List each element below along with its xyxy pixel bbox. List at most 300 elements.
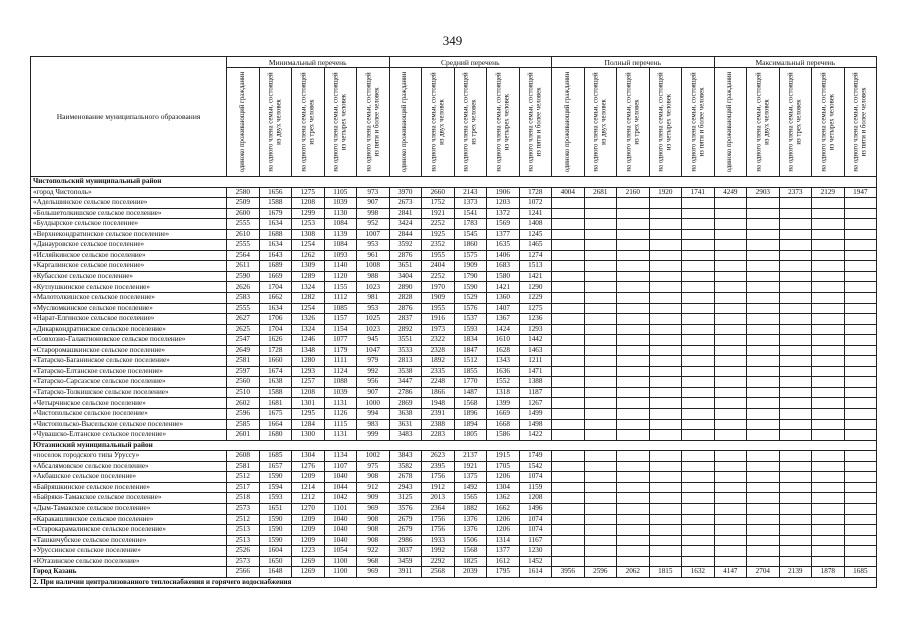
municipality-name: «Совхозно-Галактионовское сельское поселение»	[31, 335, 227, 346]
value-cell	[649, 419, 682, 430]
municipality-name: «Кубасское сельское поселение»	[31, 271, 227, 282]
value-cell: 1360	[487, 293, 520, 304]
value-cell: 1085	[324, 303, 357, 314]
value-cell: 2841	[389, 208, 422, 219]
value-cell: 1241	[519, 208, 552, 219]
value-cell: 2062	[617, 567, 650, 578]
subcolumn-header	[324, 68, 357, 177]
value-cell	[584, 356, 617, 367]
subcolumn-header-label: одиноко проживающий гражданин	[238, 71, 246, 173]
value-cell	[747, 525, 780, 536]
value-cell	[682, 398, 715, 409]
value-cell	[844, 250, 877, 261]
value-cell: 1139	[324, 229, 357, 240]
value-cell: 2585	[227, 419, 260, 430]
value-cell	[552, 229, 585, 240]
value-cell	[812, 493, 845, 504]
value-cell	[682, 356, 715, 367]
value-cell: 1309	[292, 261, 325, 272]
subcolumn-header-label: на одного члена семьи, состоящей из двух человек	[592, 72, 608, 172]
value-cell: 1909	[454, 261, 487, 272]
value-cell: 2581	[227, 461, 260, 472]
municipality-name: «Байряки-Тамакское сельское поселение»	[31, 493, 227, 504]
value-cell: 1878	[812, 567, 845, 578]
value-cell: 1452	[519, 556, 552, 567]
value-cell	[584, 282, 617, 293]
value-cell: 1044	[324, 482, 357, 493]
subcolumn-header-label: одиноко проживающий гражданин	[726, 71, 734, 173]
value-cell	[682, 472, 715, 483]
value-cell: 1042	[324, 493, 357, 504]
value-cell: 1373	[454, 198, 487, 209]
value-cell: 1632	[682, 567, 715, 578]
value-cell	[617, 345, 650, 356]
value-cell	[844, 240, 877, 251]
municipality-name: «Дым-Тамакское сельское поселение»	[31, 503, 227, 514]
value-cell: 1947	[844, 187, 877, 198]
value-cell	[649, 314, 682, 325]
table-row	[31, 271, 877, 282]
value-cell	[649, 377, 682, 388]
value-cell	[812, 219, 845, 230]
value-cell: 1705	[487, 461, 520, 472]
value-cell	[682, 482, 715, 493]
table-row	[31, 345, 877, 356]
value-cell	[584, 324, 617, 335]
value-cell: 1610	[487, 335, 520, 346]
value-cell	[682, 271, 715, 282]
subcolumn-header-label: на одного члена семьи, состоящей из пяти и более человек	[527, 72, 543, 172]
value-cell	[584, 377, 617, 388]
value-cell: 1933	[422, 535, 455, 546]
value-cell	[714, 335, 747, 346]
value-cell	[552, 250, 585, 261]
value-cell	[617, 472, 650, 483]
value-cell: 1662	[487, 503, 520, 514]
value-cell: 1689	[259, 261, 292, 272]
value-cell	[812, 261, 845, 272]
value-cell: 1304	[487, 482, 520, 493]
value-cell: 961	[357, 250, 390, 261]
subcolumn-header	[259, 68, 292, 177]
subcolumn-header-label: на одного члена семьи, состоящей из двух человек	[267, 72, 283, 172]
value-cell: 1955	[422, 303, 455, 314]
value-cell: 1664	[259, 419, 292, 430]
value-cell: 3037	[389, 546, 422, 557]
value-cell	[649, 261, 682, 272]
value-cell: 1568	[454, 546, 487, 557]
value-cell	[649, 282, 682, 293]
value-cell	[649, 198, 682, 209]
value-cell	[584, 208, 617, 219]
value-cell: 2573	[227, 503, 260, 514]
value-cell: 1289	[292, 271, 325, 282]
value-cell: 1506	[454, 535, 487, 546]
subcolumn-header-label: на одного члена семьи, состоящей из трех человек	[462, 72, 478, 172]
value-cell	[844, 419, 877, 430]
value-cell: 1208	[292, 387, 325, 398]
group-header: Средний перечень	[389, 57, 552, 68]
value-cell: 2681	[584, 187, 617, 198]
value-cell	[779, 503, 812, 514]
value-cell: 2518	[227, 493, 260, 504]
value-cell: 1023	[357, 324, 390, 335]
value-cell: 1783	[454, 219, 487, 230]
value-cell: 1275	[292, 187, 325, 198]
subcolumn-header	[812, 68, 845, 177]
value-cell: 1209	[292, 514, 325, 525]
value-cell: 2564	[227, 250, 260, 261]
value-cell: 1290	[519, 282, 552, 293]
value-cell: 1728	[259, 345, 292, 356]
value-cell: 1257	[292, 377, 325, 388]
value-cell	[779, 493, 812, 504]
value-cell: 2391	[422, 409, 455, 420]
value-cell: 1262	[292, 250, 325, 261]
value-cell: 1376	[454, 525, 487, 536]
municipality-name: «Кутлушкинское сельское поселение»	[31, 282, 227, 293]
value-cell	[584, 525, 617, 536]
value-cell: 1706	[259, 314, 292, 325]
value-cell	[584, 546, 617, 557]
value-cell: 2252	[422, 271, 455, 282]
value-cell	[617, 314, 650, 325]
value-cell	[682, 229, 715, 240]
value-cell: 2512	[227, 472, 260, 483]
value-cell	[747, 451, 780, 462]
table-row	[31, 546, 877, 557]
value-cell	[682, 345, 715, 356]
value-cell	[747, 482, 780, 493]
value-cell: 1039	[324, 198, 357, 209]
value-cell: 1575	[454, 250, 487, 261]
value-cell: 2137	[454, 451, 487, 462]
value-cell: 994	[357, 409, 390, 420]
value-cell: 1660	[259, 356, 292, 367]
value-cell: 2786	[389, 387, 422, 398]
value-cell	[844, 461, 877, 472]
value-cell	[779, 240, 812, 251]
value-cell	[649, 398, 682, 409]
value-cell	[779, 556, 812, 567]
value-cell: 1084	[324, 240, 357, 251]
value-cell	[714, 493, 747, 504]
subcolumn-header	[552, 68, 585, 177]
value-cell	[617, 335, 650, 346]
municipality-name: «Чистопольско-Высельское сельское поселение»	[31, 419, 227, 430]
value-cell: 1756	[422, 514, 455, 525]
value-cell	[617, 208, 650, 219]
value-cell: 2608	[227, 451, 260, 462]
subcolumn-header	[844, 68, 877, 177]
value-cell	[617, 293, 650, 304]
value-cell	[714, 525, 747, 536]
value-cell: 2601	[227, 430, 260, 441]
subcolumn-header	[584, 68, 617, 177]
group-header: Минимальный перечень	[227, 57, 390, 68]
value-cell: 1140	[324, 261, 357, 272]
municipality-name: «Исляйкинское сельское поселение»	[31, 250, 227, 261]
value-cell	[552, 303, 585, 314]
value-cell: 3592	[389, 240, 422, 251]
value-cell: 3576	[389, 503, 422, 514]
value-cell: 1650	[259, 556, 292, 567]
subcolumn-header	[389, 68, 422, 177]
value-cell: 1348	[292, 345, 325, 356]
value-cell	[844, 430, 877, 441]
value-cell: 2566	[227, 567, 260, 578]
value-cell: 1626	[259, 335, 292, 346]
value-cell	[649, 356, 682, 367]
value-cell: 1685	[844, 567, 877, 578]
value-cell: 1253	[292, 219, 325, 230]
value-cell: 968	[357, 556, 390, 567]
table-row	[31, 398, 877, 409]
value-cell: 2876	[389, 250, 422, 261]
value-cell	[779, 198, 812, 209]
value-cell: 1568	[454, 398, 487, 409]
value-cell: 1948	[422, 398, 455, 409]
value-cell	[552, 482, 585, 493]
value-cell	[714, 472, 747, 483]
value-cell: 1209	[292, 472, 325, 483]
value-cell	[649, 219, 682, 230]
value-cell: 1179	[324, 345, 357, 356]
value-cell: 1269	[292, 556, 325, 567]
value-cell: 1590	[259, 525, 292, 536]
value-cell	[812, 366, 845, 377]
value-cell	[552, 419, 585, 430]
table-row	[31, 282, 877, 293]
subcolumn-header	[682, 68, 715, 177]
table-row	[31, 503, 877, 514]
value-cell	[779, 219, 812, 230]
table-row	[31, 472, 877, 483]
value-cell	[649, 525, 682, 536]
value-cell: 1376	[454, 514, 487, 525]
value-cell	[812, 525, 845, 536]
value-cell	[714, 461, 747, 472]
value-cell	[714, 314, 747, 325]
value-cell: 1512	[454, 356, 487, 367]
value-cell: 2328	[422, 345, 455, 356]
value-cell: 2596	[584, 567, 617, 578]
value-cell: 2986	[389, 535, 422, 546]
value-cell: 1586	[487, 430, 520, 441]
subcolumn-header	[649, 68, 682, 177]
table-row	[31, 208, 877, 219]
value-cell: 988	[357, 271, 390, 282]
value-cell: 1007	[357, 229, 390, 240]
value-cell	[552, 535, 585, 546]
value-cell	[682, 546, 715, 557]
value-cell: 1925	[422, 229, 455, 240]
value-cell: 1246	[292, 335, 325, 346]
value-cell: 969	[357, 503, 390, 514]
value-cell	[552, 314, 585, 325]
municipality-name: «Акбашское сельское поселение»	[31, 472, 227, 483]
value-cell	[747, 514, 780, 525]
subcolumn-header	[519, 68, 552, 177]
value-cell	[779, 398, 812, 409]
value-cell: 1293	[292, 366, 325, 377]
value-cell: 1074	[519, 525, 552, 536]
value-cell	[779, 461, 812, 472]
value-cell	[617, 430, 650, 441]
value-cell: 1100	[324, 556, 357, 567]
value-cell: 1565	[454, 493, 487, 504]
value-cell: 2673	[389, 198, 422, 209]
value-cell: 2512	[227, 514, 260, 525]
value-cell: 1295	[292, 409, 325, 420]
value-cell: 2335	[422, 366, 455, 377]
value-cell: 1675	[259, 409, 292, 420]
value-cell: 1487	[454, 387, 487, 398]
value-cell: 1100	[324, 567, 357, 578]
value-cell: 1704	[259, 282, 292, 293]
subcolumn-header	[227, 68, 260, 177]
value-cell	[747, 219, 780, 230]
municipality-name: «Малотолкишское сельское поселение»	[31, 293, 227, 304]
value-cell	[844, 556, 877, 567]
value-cell: 1377	[487, 546, 520, 557]
value-cell: 2547	[227, 335, 260, 346]
value-cell	[682, 324, 715, 335]
table-row	[31, 324, 877, 335]
value-cell: 1077	[324, 335, 357, 346]
value-cell	[682, 514, 715, 525]
value-cell	[844, 472, 877, 483]
value-cell	[617, 556, 650, 567]
value-cell: 1301	[292, 398, 325, 409]
value-cell: 1590	[454, 282, 487, 293]
value-cell: 1648	[259, 567, 292, 578]
value-cell	[812, 556, 845, 567]
value-cell	[584, 261, 617, 272]
value-cell: 1882	[454, 503, 487, 514]
value-cell: 1973	[422, 324, 455, 335]
value-cell: 1728	[519, 187, 552, 198]
value-cell: 2828	[389, 293, 422, 304]
value-cell	[812, 240, 845, 251]
table-row	[31, 293, 877, 304]
value-cell: 973	[357, 187, 390, 198]
value-cell	[747, 261, 780, 272]
value-cell: 1588	[259, 387, 292, 398]
value-cell	[779, 546, 812, 557]
group-header: Максимальный перечень	[714, 57, 877, 68]
value-cell: 1300	[292, 430, 325, 441]
value-cell: 1912	[422, 482, 455, 493]
value-cell	[779, 356, 812, 367]
value-cell: 1284	[292, 419, 325, 430]
subcolumn-header-label: на одного члена семьи, состоящей из пяти и более человек	[852, 72, 868, 172]
name-column-header: Наименование муниципального образования	[31, 57, 227, 177]
value-cell: 1187	[519, 387, 552, 398]
value-cell	[552, 219, 585, 230]
value-cell	[779, 261, 812, 272]
value-cell	[747, 503, 780, 514]
value-cell	[682, 387, 715, 398]
value-cell	[779, 366, 812, 377]
value-cell	[714, 451, 747, 462]
value-cell: 908	[357, 514, 390, 525]
value-cell: 1126	[324, 409, 357, 420]
value-cell: 1040	[324, 525, 357, 536]
value-cell	[812, 335, 845, 346]
value-cell: 3956	[552, 567, 585, 578]
value-cell	[714, 324, 747, 335]
value-cell	[649, 387, 682, 398]
value-cell	[812, 419, 845, 430]
value-cell	[844, 482, 877, 493]
table-row	[31, 567, 877, 578]
value-cell: 1860	[454, 240, 487, 251]
table-row	[31, 493, 877, 504]
value-cell: 2143	[454, 187, 487, 198]
table-row	[31, 240, 877, 251]
value-cell	[747, 430, 780, 441]
value-cell: 1408	[519, 219, 552, 230]
value-cell	[552, 387, 585, 398]
value-cell	[649, 493, 682, 504]
municipality-name: «Муслюмкинское сельское поселение»	[31, 303, 227, 314]
value-cell: 3582	[389, 461, 422, 472]
value-cell: 1047	[357, 345, 390, 356]
value-cell: 999	[357, 430, 390, 441]
table-row	[31, 514, 877, 525]
value-cell: 1299	[292, 208, 325, 219]
value-cell: 1131	[324, 398, 357, 409]
value-cell	[779, 293, 812, 304]
value-cell: 1254	[292, 303, 325, 314]
value-cell: 1054	[324, 546, 357, 557]
municipality-name: «Четырчинское сельское поселение»	[31, 398, 227, 409]
value-cell: 1542	[519, 461, 552, 472]
value-cell: 3911	[389, 567, 422, 578]
value-cell: 2602	[227, 398, 260, 409]
value-cell	[649, 271, 682, 282]
value-cell: 969	[357, 567, 390, 578]
value-cell	[617, 419, 650, 430]
value-cell: 2876	[389, 303, 422, 314]
value-cell	[584, 303, 617, 314]
value-cell	[617, 387, 650, 398]
value-cell	[649, 461, 682, 472]
value-cell: 3404	[389, 271, 422, 282]
value-cell: 1245	[519, 229, 552, 240]
value-cell	[812, 472, 845, 483]
value-cell	[552, 293, 585, 304]
value-cell	[552, 282, 585, 293]
value-cell	[617, 198, 650, 209]
value-cell: 3970	[389, 187, 422, 198]
value-cell: 3533	[389, 345, 422, 356]
value-cell	[617, 398, 650, 409]
value-cell	[747, 546, 780, 557]
value-cell: 2623	[422, 451, 455, 462]
value-cell: 1894	[454, 419, 487, 430]
value-cell	[682, 430, 715, 441]
value-cell: 2679	[389, 525, 422, 536]
value-cell: 1643	[259, 250, 292, 261]
value-cell	[812, 314, 845, 325]
value-cell	[649, 556, 682, 567]
value-cell: 1741	[682, 187, 715, 198]
value-cell: 2679	[389, 514, 422, 525]
value-cell: 2581	[227, 356, 260, 367]
price-table	[30, 56, 877, 588]
